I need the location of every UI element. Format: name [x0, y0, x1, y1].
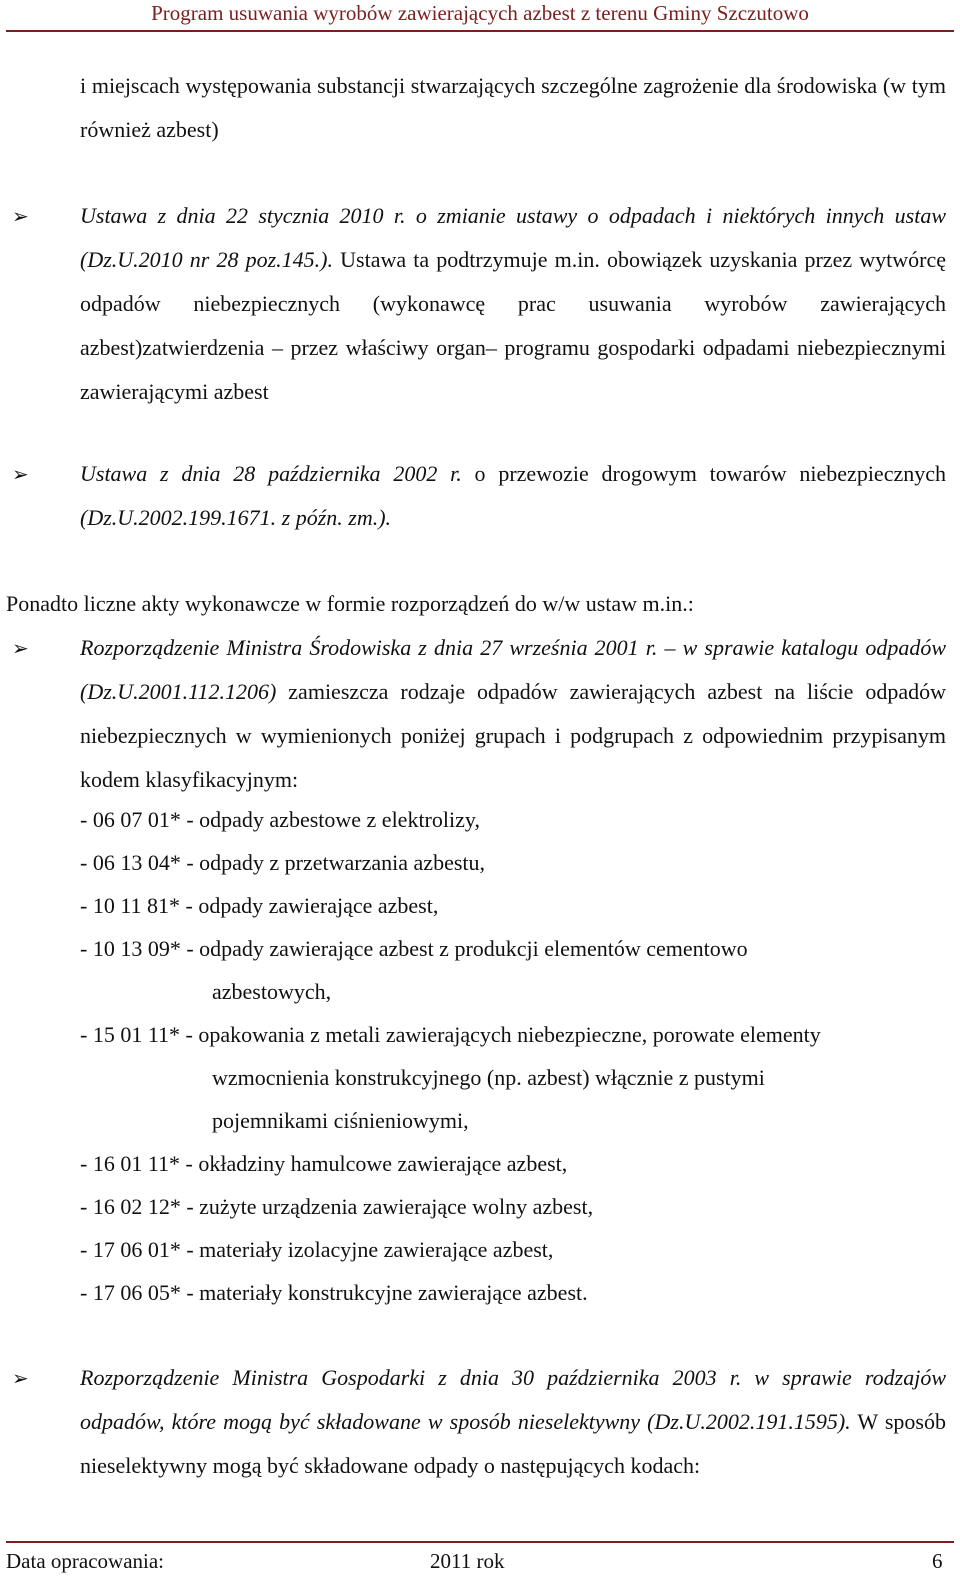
waste-code-item: - 10 11 81* - odpady zawierające azbest,: [80, 893, 439, 918]
act-reference: (Dz.U.2002.199.1671. z późn. zm.).: [80, 505, 392, 530]
act-description: Ustawa ta podtrzymuje m.in. obowiązek uzyskania przez wytwórcę odpadów niebezpiecznych (wykonawcę prac usuwania wyrobów zawierających azbest)zatwierdzenia – przez właściwy organ– programu gospodarki odpadami niebezpiecznymi zawierającymi azbest: [80, 247, 946, 404]
bullet-ustawa-2002: [80, 452, 946, 540]
waste-code-continuation: azbestowych,: [212, 979, 332, 1004]
regulations-intro: Ponadto liczne akty wykonawcze w formie rozporządzeń do w/w ustaw m.in.:: [6, 591, 694, 616]
footer-date-label: Data opracowania:: [6, 1549, 165, 1573]
regulation-title: Rozporządzenie Ministra Środowiska z dnia 27 września 2001 r. – w sprawie katalogu odpadów (Dz.U.2001.112.1206): [80, 635, 946, 704]
waste-code-item: - 06 07 01* - odpady azbestowe z elektrolizy,: [80, 807, 480, 832]
regulation-title: Rozporządzenie Ministra Gospodarki z dnia 30 października 2003 r. w sprawie rodzajów odpadów, które mogą być składowane w sposób nieselektywny (Dz.U.2002.191.1595).: [80, 1365, 946, 1434]
bullet-arrow-icon: ➢: [12, 1366, 29, 1390]
bullet-arrow-icon: ➢: [12, 204, 29, 228]
header-divider: [6, 30, 954, 32]
act-title: Ustawa z dnia 22 stycznia 2010 r. o zmianie ustawy o odpadach i niektórych innych ustaw (Dz.U.2010 nr 28 poz.145.).: [80, 203, 946, 272]
footer-year: 2011 rok: [430, 1549, 505, 1573]
regulation-description: zamieszcza rodzaje odpadów zawierających azbest na liście odpadów niebezpiecznych w wymienionych poniżej grupach i podgrupach z odpowiednim przypisanym kodem klasyfikacyjnym:: [80, 679, 946, 792]
waste-code-item: - 17 06 05* - materiały konstrukcyjne zawierające azbest.: [80, 1280, 588, 1305]
intro-paragraph: [80, 64, 946, 152]
waste-code-item: - 17 06 01* - materiały izolacyjne zawierające azbest,: [80, 1237, 554, 1262]
waste-code-item: - 06 13 04* - odpady z przetwarzania azbestu,: [80, 850, 486, 875]
bullet-arrow-icon: ➢: [12, 462, 29, 486]
act-description: o przewozie drogowym towarów niebezpiecznych: [461, 461, 946, 486]
act-title: Ustawa z dnia 28 października 2002 r.: [80, 461, 462, 486]
waste-code-item: - 16 02 12* - zużyte urządzenia zawierające wolny azbest,: [80, 1194, 594, 1219]
page-header: Program usuwania wyrobów zawierających azbest z terenu Gminy Szczutowo: [151, 1, 809, 25]
waste-code-continuation: wzmocnienia konstrukcyjnego (np. azbest) włącznie z pustymi: [212, 1065, 765, 1090]
waste-code-item: - 15 01 11* - opakowania z metali zawierających niebezpieczne, porowate elementy: [80, 1022, 821, 1047]
bullet-rozporzadzenie-2003: [80, 1356, 946, 1488]
bullet-rozporzadzenie-2001: [80, 626, 946, 802]
waste-code-item: - 10 13 09* - odpady zawierające azbest z produkcji elementów cementowo: [80, 936, 748, 961]
waste-code-continuation: pojemnikami ciśnieniowymi,: [212, 1108, 469, 1133]
intro-text: i miejscach występowania substancji stwarzających szczególne zagrożenie dla środowiska (w tym również azbest): [80, 73, 946, 142]
regulation-description: W sposób nieselektywny mogą być składowane odpady o następujących kodach:: [80, 1409, 946, 1478]
footer-page-number: 6: [932, 1549, 943, 1573]
waste-code-item: - 16 01 11* - okładziny hamulcowe zawierające azbest,: [80, 1151, 568, 1176]
bullet-arrow-icon: ➢: [12, 636, 29, 660]
bullet-ustawa-2010: [80, 194, 946, 414]
